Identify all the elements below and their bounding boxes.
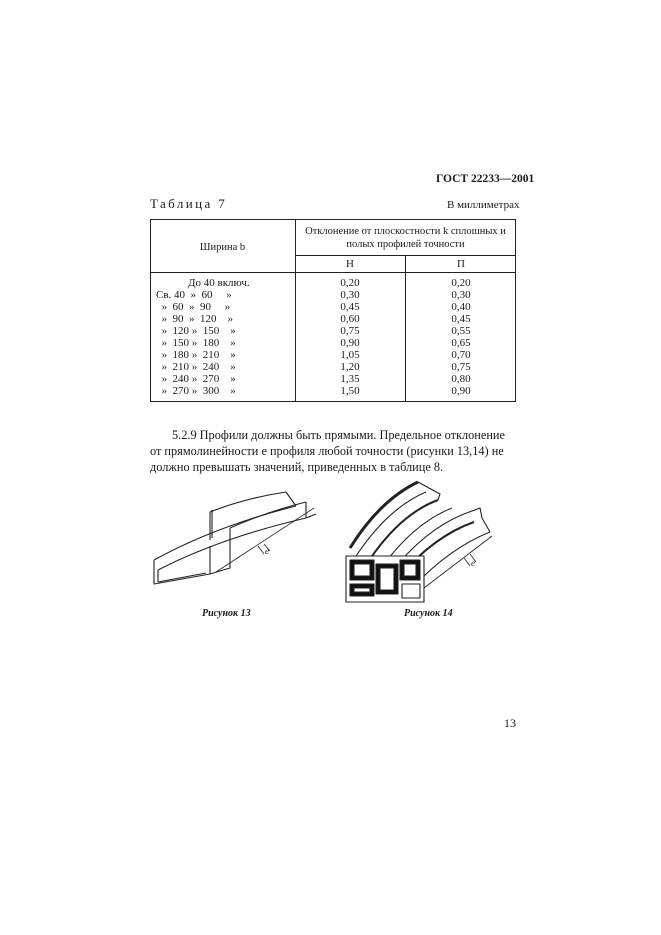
header-width: Ширина b [199, 242, 246, 253]
table-row [150, 373, 516, 385]
table-header-divider [150, 272, 516, 273]
header-deviation-line2: полых профилей точности [346, 239, 465, 250]
cell-width: » 150 » 180 » [156, 337, 236, 349]
table-row [150, 361, 516, 373]
cell-h: 1,35 [340, 373, 360, 385]
table-row [150, 349, 516, 361]
cell-h: 0,75 [340, 325, 360, 337]
section-5-2-9 [150, 427, 518, 475]
cell-width: » 210 » 240 » [156, 361, 236, 373]
cell-p: 0,75 [451, 361, 471, 373]
cell-h: 0,20 [340, 277, 360, 289]
table-units: В миллиметрах [447, 199, 520, 211]
paragraph-line-3: должно превышать значений, приведенных в таблице 8. [150, 460, 444, 474]
cell-width: » 180 » 210 » [156, 349, 236, 361]
table-row [150, 385, 516, 397]
header-p: П [457, 258, 465, 270]
table-row [150, 325, 516, 337]
standard-number: ГОСТ 22233—2001 [436, 173, 535, 185]
deviation-table [150, 219, 516, 402]
header-h: Н [346, 258, 354, 270]
cell-p: 0,40 [451, 301, 471, 313]
table-row [150, 337, 516, 349]
cell-width: » 90 » 120 » [156, 313, 233, 325]
table-border-top [150, 219, 516, 220]
cell-p: 0,70 [451, 349, 471, 361]
table-row [150, 289, 516, 301]
cell-width: До 40 включ. [188, 277, 250, 289]
cell-width: » 60 » 90 » [156, 301, 231, 313]
cell-h: 1,50 [340, 385, 360, 397]
cell-width: Св. 40 » 60 » [156, 289, 232, 301]
cell-width: » 240 » 270 » [156, 373, 236, 385]
cell-h: 1,20 [340, 361, 360, 373]
cell-p: 0,90 [451, 385, 471, 397]
cell-h: 1,05 [340, 349, 360, 361]
cell-h: 0,30 [340, 289, 360, 301]
table-border-bottom [150, 401, 516, 402]
cell-h: 0,45 [340, 301, 360, 313]
table-row [150, 301, 516, 313]
table-row [150, 313, 516, 325]
cell-p: 0,30 [451, 289, 471, 301]
cell-width: » 270 » 300 » [156, 385, 236, 397]
cell-p: 0,65 [451, 337, 471, 349]
page-number: 13 [504, 716, 516, 730]
figure-13-label: e [265, 546, 269, 556]
cell-h: 0,60 [340, 313, 360, 325]
header-deviation-line1: Отклонение от плоскостности k сплошных и [305, 226, 506, 237]
figure-14-drawing [340, 478, 500, 606]
cell-h: 0,90 [340, 337, 360, 349]
table-caption: Таблица 7 [150, 196, 228, 211]
paragraph-line-1: 5.2.9 Профили должны быть прямыми. Предельное отклонение [172, 428, 505, 442]
figure-14-caption: Рисунок 14 [404, 608, 453, 619]
figure-13-drawing [146, 488, 321, 600]
cell-p: 0,80 [451, 373, 471, 385]
cell-width: » 120 » 150 » [156, 325, 236, 337]
cell-p: 0,55 [451, 325, 471, 337]
figure-13-caption: Рисунок 13 [202, 608, 251, 619]
table-row [150, 277, 516, 289]
figure-14-label: e [471, 558, 475, 568]
header-deviation [295, 225, 516, 251]
cell-p: 0,45 [451, 313, 471, 325]
paragraph-line-2: от прямолинейности e профиля любой точности (рисунки 13,14) не [150, 444, 504, 458]
cell-p: 0,20 [451, 277, 471, 289]
